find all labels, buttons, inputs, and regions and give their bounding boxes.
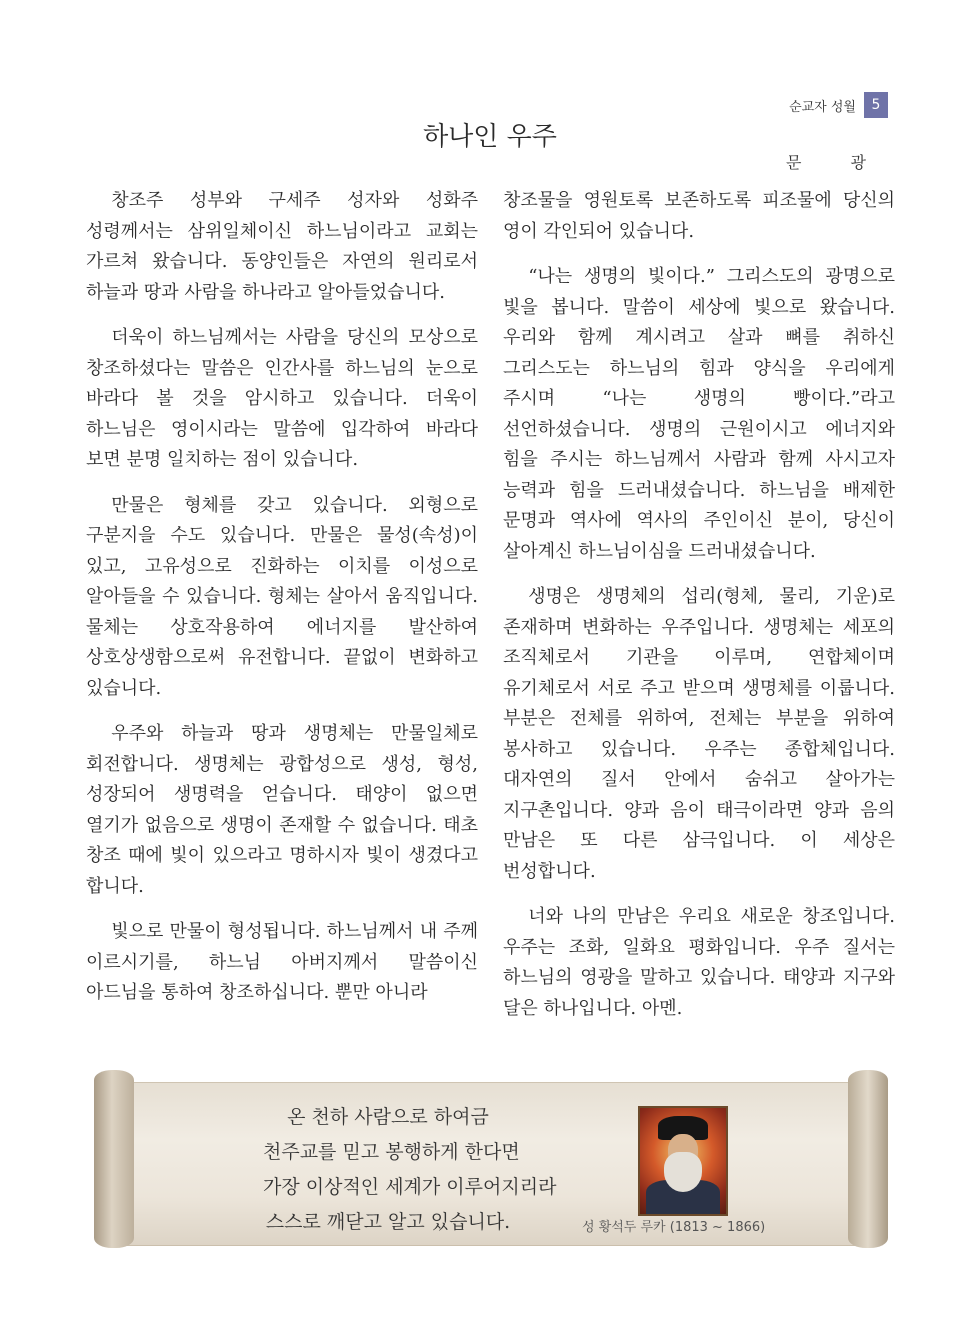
scroll-roll-right: [848, 1070, 888, 1248]
poem-line: 스스로 깨닫고 알고 있습니다.: [265, 1211, 511, 1233]
paragraph-continuation: 창조물을 영원토록 보존하도록 피조물에 당신의 영이 각인되어 있습니다.: [503, 190, 895, 242]
scroll-roll-left: [94, 1070, 134, 1248]
page-number: 5: [864, 92, 888, 118]
paragraph: “나는 생명의 빛이다.” 그리스도의 광명으로 빛을 봅니다. 말씀이 세상에 빛으로 왔습니다. 우리와 함께 계시려고 살과 뼈를 취하신 그리스도는 하느님의 힘과 양식을 우리에게 주시며 “나는 생명의 빵이다.”라고 선언하셨습니다. 생명의 근원이시고 에너지와 힘을 주시는 하느님께서 사람과 함께 사시고자 능력과 힘을 드러내셨습니다. 하느님을 배제한 문명과 역사에 역사의 주인이신 분이, 당신이 살아계신 하느님이심을 드러내셨습니다.: [503, 266, 895, 562]
paragraph: 너와 나의 만남은 우리요 새로운 창조입니다. 우주는 조화, 일화요 평화입니다. 우주 질서는 하느님의 영광을 말하고 있습니다. 태양과 지구와 달은 하나입니다. 아멘.: [503, 906, 895, 1019]
article-author: 문 광: [786, 153, 888, 172]
right-column: [503, 186, 895, 1039]
paragraph: 창조주 성부와 구세주 성자와 성화주 성령께서는 삼위일체이신 하느님이라고 교회는 가르쳐 왔습니다. 동양인들은 자연의 원리로서 하늘과 땅과 사람을 하나라고 알아들었습니다.: [86, 190, 478, 303]
poem: [263, 1100, 557, 1240]
paragraph: 더욱이 하느님께서는 사람을 당신의 모상으로 창조하셨다는 말씀은 인간사를 하느님의 눈으로 바라다 볼 것을 암시하고 있습니다. 더욱이 하느님은 영이시라는 말씀에 입각하여 바라다 보면 분명 일치하는 점이 있습니다.: [86, 327, 478, 470]
page-header: [789, 92, 888, 118]
paragraph: 만물은 형체를 갖고 있습니다. 외형으로 구분지을 수도 있습니다. 만물은 물성(속성)이 있고, 고유성으로 진화하는 이치를 이성으로 알아들을 수 있습니다. 형체는 살아서 움직입니다. 물체는 상호작용하여 에너지를 발산하여 상호상생함으로써 유전합니다. 끝없이 변화하고 있습니다.: [86, 494, 478, 699]
paragraph: 생명은 생명체의 섭리(형체, 물리, 기운)로 존재하며 변화하는 우주입니다. 생명체는 세포의 조직체로서 기관을 이루며, 연합체이며 유기체로서 서로 주고 받으며 생명체를 이룹니다. 부분은 전체를 위하여, 전체는 부분을 위하여 봉사하고 있습니다. 우주는 종합체입니다. 대자연의 질서 안에서 숨쉬고 살아가는 지구촌입니다. 양과 음이 태극이라면 양과 음의 만남은 또 다른 삼극입니다. 이 세상은 번성합니다.: [503, 586, 895, 882]
poem-line: 가장 이상적인 세계가 이루어지리라: [263, 1176, 557, 1198]
paragraph: 빛으로 만물이 형성됩니다. 하느님께서 내 주께 이르시기를, 하느님 아버지께서 말씀이신 아드님을 통하여 창조하십니다. 뿐만 아니라: [86, 921, 478, 1003]
poem-line: 천주교를 믿고 봉행하게 한다면: [263, 1141, 520, 1163]
article-title: 하나인 우주: [423, 122, 557, 152]
scroll-banner: [88, 1070, 894, 1250]
paragraph: 우주와 하늘과 땅과 생명체는 만물일체로 회전합니다. 생명체는 광합성으로 생성, 형성, 성장되어 생명력을 얻습니다. 태양이 없으면 열기가 없음으로 생명이 존재할 수 없습니다. 태초 창조 때에 빛이 있으라고 명하시자 빛이 생겼다고 합니다.: [86, 723, 478, 897]
left-column: [86, 186, 478, 1024]
poem-line: 온 천하 사람으로 하여금: [287, 1106, 489, 1128]
saint-portrait: [638, 1106, 728, 1216]
magazine-name: 순교자 성월: [789, 99, 856, 115]
portrait-caption: 성 황석두 루카 (1813 ~ 1866): [582, 1220, 766, 1235]
